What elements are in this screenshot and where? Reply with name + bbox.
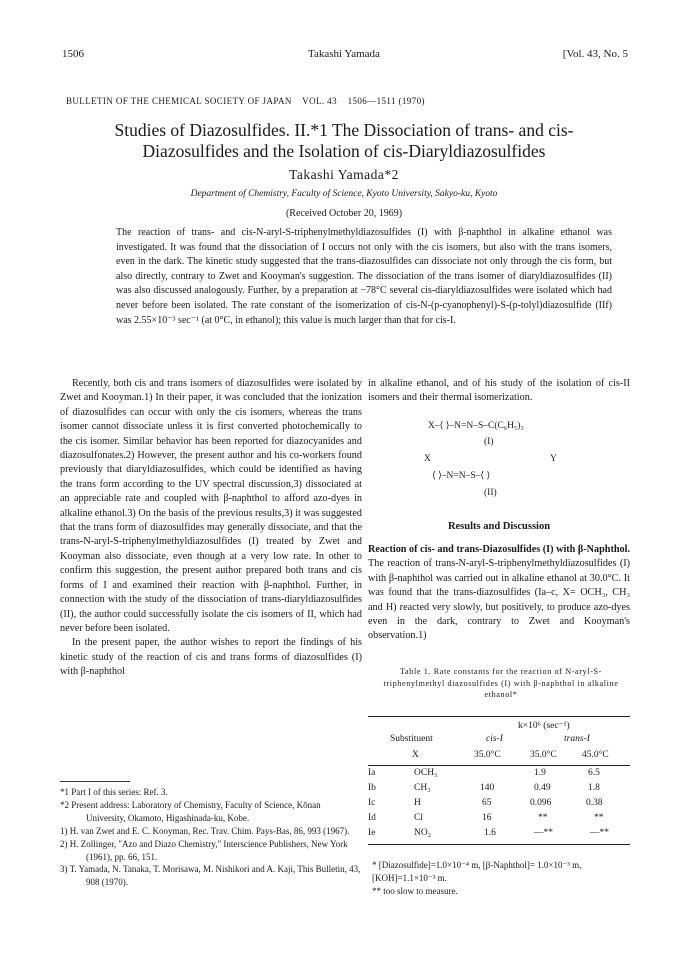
table-k-header: k×10⁶ (sec⁻¹) (518, 721, 570, 731)
table-col-substituent: Substituent (390, 734, 433, 744)
section-heading: Results and Discussion (447, 521, 551, 532)
table-temp-cis: 35.0°C (474, 750, 501, 760)
rate-table: k×10⁶ (sec⁻¹) Substituent cis-I trans-I X 35.0°C 35.0°C 45.0°C Ia OCH₃ 1.9 6.5 Ib CH₃ 140 0.49 1.8 Ic H 65 0.096 0.38 Id Cl 16 ** ** Ie NO₂ 1.6 —** —** (368, 716, 630, 852)
left-column (60, 377, 362, 680)
paragraph-intro: Recently, both cis and trans isomers of diazosulfides were isolated by Zwet and Kooyman.1) In their paper, it was concluded that the ionization of diazosulfides can occur with only the cis isomers, whereas the trans isomer cannot dissociate unless it is first converted photochemically to the cis isomer. Similar behavior has been reported for diazocyanides and diazosulfonates.2) However, the present author and his co-workers found previously that diaryldiazosulfides, which could be identified as having the trans form according to the UV spectral discussion,3) dissociated at an appreciable rate and coupled with β-naphthol to afford azo-dyes in alkaline ethanol.3) On the basis of the previous results,3) it was suggested that the trans form of diazosulfides may generally dissociate, and that the trans-N-aryl-S-triphenylmethyldiazosulfides (I) treated by Zwet and Kooyman also dissociate, even though at a very low rate. In other to confirm this suggestion, the present author prepared both trans and cis forms of I and examined their reaction with β-naphthol. Further, in connection with the study of the dissociation of trans-diaryldiazosulfides (II), the author could successfully isolate the cis isomers of II, which had never before been isolated. (60, 378, 362, 634)
table-col-cis: cis-I (486, 734, 503, 744)
structure-II-x: X (424, 454, 431, 464)
right-column-intro: in alkaline ethanol, and of his study of the isolation of cis-II isomers and their thermal isomerization. (368, 378, 630, 404)
footnote: *2 Present address: Laboratory of Chemistry, Faculty of Science, Kōnan University, Okamoto, Higashinada-ku, Kobe. (60, 799, 321, 823)
received-date: (Received October 20, 1969) (285, 208, 403, 219)
table-note: ** too slow to measure. (372, 886, 458, 896)
abstract: The reaction of trans- and cis-N-aryl-S-triphenylmethyldiazosulfides (I) with β-naphthol in alkaline ethanol was investigated. It was found that the dissociation of I occurs not only with the cis isomers, but also with the trans isomers, even in the dark. The kinetic study suggested that the trans-diazosulfides can dissociate not only through the cis form, but also directly, contrary to Zwet and Kooyman's suggestion. The dissociation of the trans isomer of diaryldiazosulfides (II) was also discussed analogously. Further, by a preparation at −78°C several cis-diaryldiazosulfides were isolated which had never before been isolated. The rate constant of the isomerization of cis-N-(p-cyanophenyl)-S-(p-tolyl)diazosulfide (IIf) was 2.55×10⁻³ sec⁻¹ (at 0°C, in ethanol); this value is much larger than that for cis-I. (116, 227, 612, 326)
footnote: 1) H. van Zwet and E. C. Kooyman, Rec. Trav. Chim. Pays-Bas, 86, 993 (1967). (60, 825, 350, 836)
article-title (70, 120, 618, 162)
table-note: * [Diazosulfide]=1.0×10⁻⁴ m, [β-Naphthol]= 1.0×10⁻³ m, [KOH]=1.1×10⁻³ m. (372, 860, 582, 883)
running-volume: [Vol. 43, No. 5 (562, 48, 628, 60)
running-author: Takashi Yamada (308, 48, 380, 60)
table-notes (372, 859, 630, 898)
table-temp-trans-35: 35.0°C (530, 750, 557, 760)
table-col-trans: trans-I (564, 734, 590, 744)
structure-I: X–⟨ ⟩–N=N–S–C(C₆H₅)₃ (428, 421, 524, 431)
paragraph-present-paper: In the present paper, the author wishes to report the findings of his kinetic study of the reaction of cis and trans forms of diazosulfides (I) with β-naphthol (60, 637, 362, 678)
structure-II: ⟨ ⟩–N=N–S–⟨ ⟩ (432, 471, 491, 481)
footnote-rule (60, 781, 130, 782)
table-col-x: X (412, 750, 419, 760)
reaction-heading: Reaction of cis- and trans-Diazosulfides (I) with β-Naphthol. (368, 544, 630, 555)
title-line-2: Diazosulfides and the Isolation of cis-Diaryldiazosulfides (142, 141, 546, 161)
structure-II-y: Y (550, 454, 557, 464)
reaction-body: The reaction of trans-N-aryl-S-triphenylmethyldiazosulfides (I) with β-naphthol was carried out in alkaline ethanol at 30.0°C. It was found that the trans-diazosulfides (Ia–c, X= OCH₃, CH₃ and H) reacted very slowly, but positively, to produce azo-dyes even in the dark, contrary to Zwet and Kooyman's observation.1) (368, 558, 630, 642)
reaction-paragraph (368, 543, 630, 644)
footnote: 2) H. Zollinger, "Azo and Diazo Chemistry," Interscience Publishers, New York (1961), pp. 66, 151. (60, 838, 348, 862)
author: Takashi Yamada*2 (289, 167, 399, 182)
table-caption: Table 1. Rate constants for the reaction of N-aryl-S-triphenylmethyl diazosulfides (I) with β-naphthol in alkaline ethanol* (383, 667, 619, 699)
table-temp-trans-45: 45.0°C (582, 750, 609, 760)
journal-line: BULLETIN OF THE CHEMICAL SOCIETY OF JAPAN VOL. 43 1506—1511 (1970) (66, 96, 425, 106)
title-line-1: Studies of Diazosulfides. II.*1 The Dissociation of trans- and cis- (114, 120, 574, 140)
footnote: *1 Part I of this series: Ref. 3. (60, 787, 168, 797)
footnote: 3) T. Yamada, N. Tanaka, T. Morisawa, M. Nishikori and A. Kaji, This Bulletin, 43, 908 (1970). (60, 864, 361, 888)
structure-I-label: (I) (484, 437, 494, 447)
page-number: 1506 (62, 48, 84, 60)
structure-II-label: (II) (484, 488, 497, 498)
affiliation: Department of Chemistry, Faculty of Science, Kyoto University, Sakyo-ku, Kyoto (190, 189, 498, 199)
footnotes (60, 786, 362, 889)
